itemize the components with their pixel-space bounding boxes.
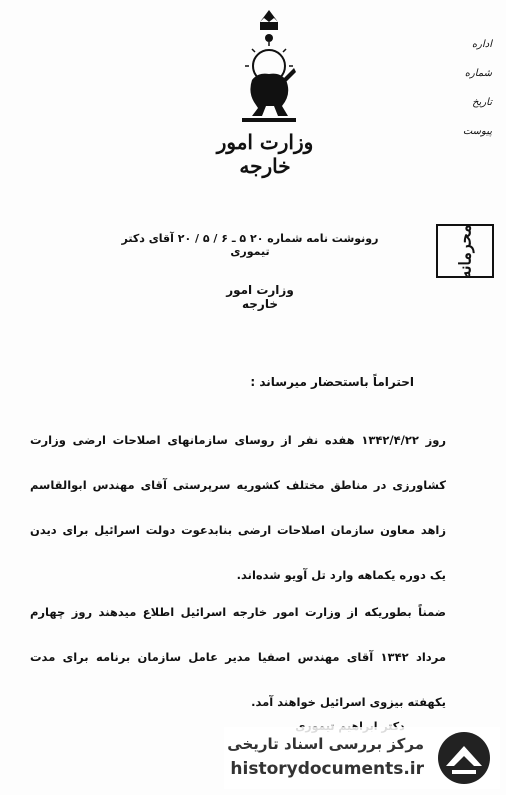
watermark [224,727,500,789]
classification-label: محرمانه [455,223,475,279]
label-attachment: پیوست [462,126,492,137]
recipient: وزارت امور خارجه [226,283,294,311]
ministry-title: وزارت امور خارجه [216,130,314,178]
archive-logo-icon [434,730,494,786]
label-number: شماره [464,68,492,79]
margin-labels [452,30,492,146]
watermark-title: مرکز بررسی اسناد تاریخی [227,735,424,753]
label-date: تاریخ [472,97,492,108]
confidential-stamp [436,224,494,278]
body-paragraph-2: ضمناً بطوریکه از وزارت امور خارجه اسرائیل اطلاع میدهند روز چهارم مرداد ۱۳۴۲ آقای مهندس اصفیا مدیر عامل سازمان برنامه برای مدت یکهفته بیزوی اسرائیل خواهند آمد. [30,605,446,709]
cc-line: رونوشت نامه شماره ۲۰ ۵ ـ ۶ / ۵ / ۲۰ آقای دکتر تیموری [121,232,379,258]
body-paragraph-1: روز ۱۳۴۲/۴/۲۲ هفده نفر از روسای سازمانهای اصلاحات ارضی وزارت کشاورزی در مناطق مختلف کشوریه سرپرستی آقای مهندس ابوالقاسم زاهد معاون سازمان اصلاحات ارضی بنابدعوت دولت اسرائیل برای دیدن یک دوره یکماهه وارد تل آویو شده‌اند. [30,433,446,582]
lion-and-sun-emblem-icon [236,8,302,126]
salutation: احتراماً باستحضار میرساند : [250,375,414,389]
watermark-site: historydocuments.ir [230,759,424,779]
label-office: اداره [471,39,492,50]
